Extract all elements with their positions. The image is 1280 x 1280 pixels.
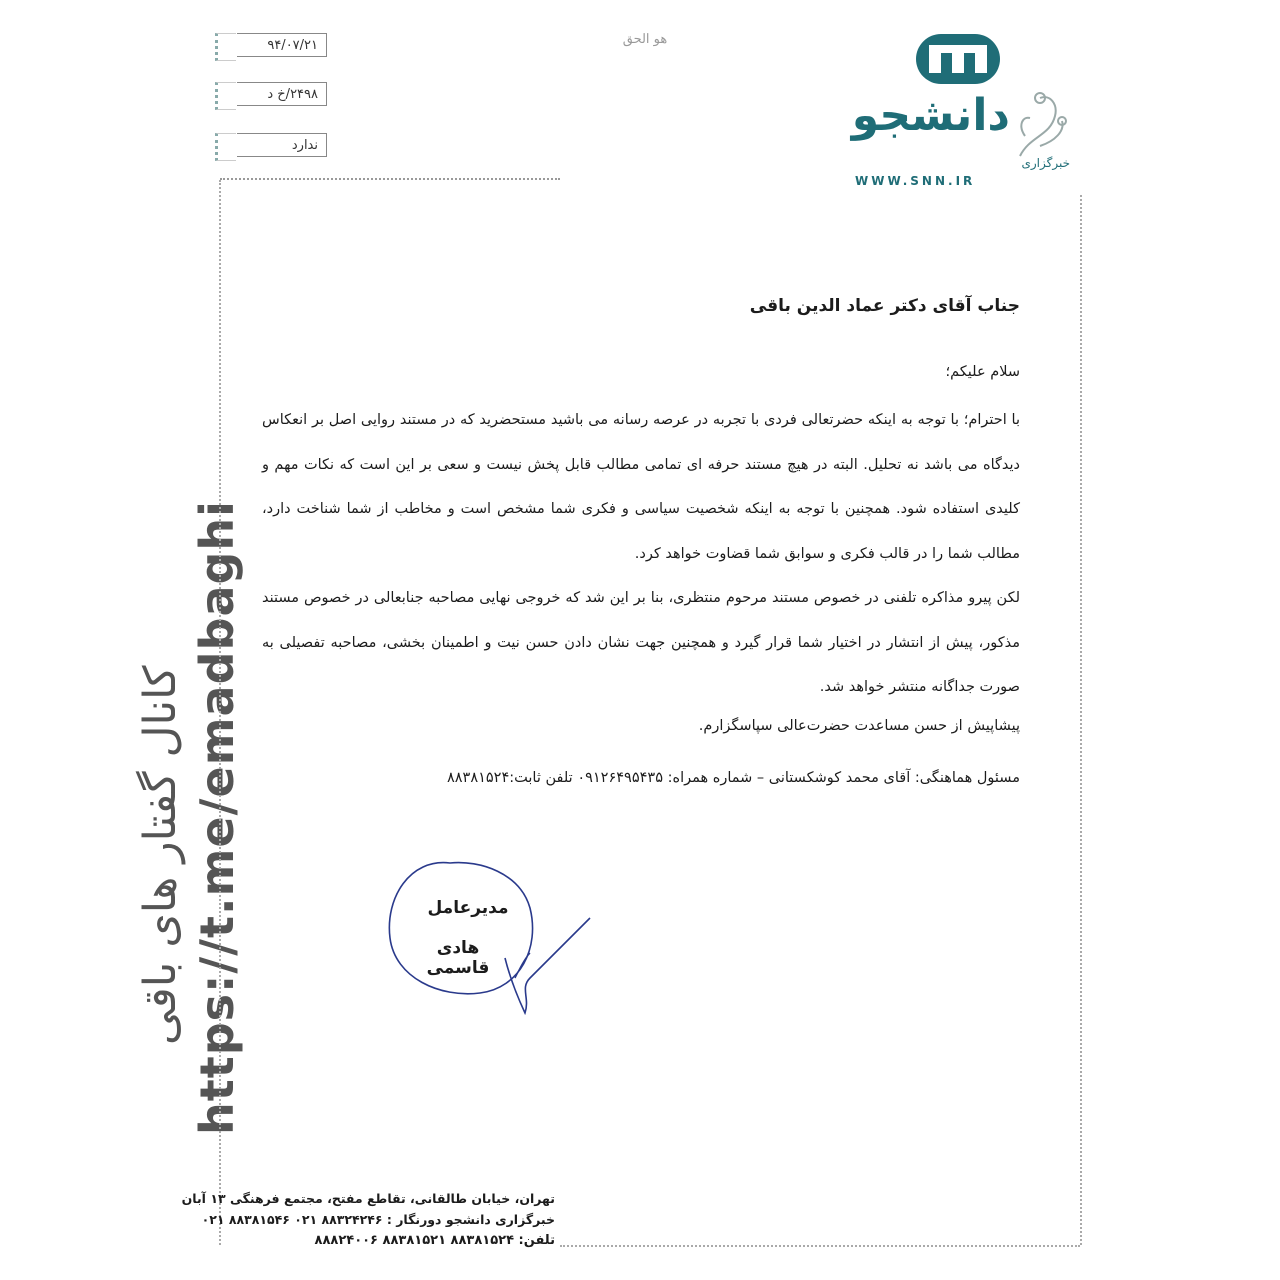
frame-top-border (220, 178, 560, 180)
letter-body (262, 296, 1020, 786)
attachment-value: ندارد (237, 133, 327, 157)
attachment-tag (215, 133, 236, 161)
snn-logo (850, 28, 1070, 188)
footer-phones: تلفن: ۸۸۳۸۱۵۲۴ ۸۸۳۸۱۵۲۱ ۸۸۸۲۴۰۰۶ (314, 1233, 555, 1248)
floral-ornament-icon (1010, 76, 1070, 166)
logo-url: WWW.SNN.IR (855, 174, 976, 188)
channel-watermark (60, 300, 244, 1135)
date-field (215, 33, 330, 59)
basmala-heading: هو الحق (622, 32, 668, 47)
frame-left-border (219, 180, 221, 1245)
date-value: ۹۴/۰۷/۲۱ (237, 33, 327, 57)
signatory-title: مدیرعامل (427, 898, 509, 918)
number-tag (215, 82, 236, 110)
greeting-line: سلام علیکم؛ (945, 364, 1020, 380)
letterhead-footer (181, 1188, 555, 1251)
footer-fax: خبرگزاری دانشجو دورنگار : ۸۸۳۲۴۲۴۶ ۰۲۱ ۸۸۳۸۱۵۴۶ ۰۲۱ (201, 1212, 555, 1227)
number-value: ۲۴۹۸/خ د (237, 82, 327, 106)
channel-link-watermark: https://t.me/emadbaghi (190, 500, 244, 1135)
frame-right-border (1080, 195, 1082, 1245)
paragraph-1: با احترام؛ با توجه به اینکه حضرتعالی فردی با تجربه در عرصه رسانه می باشید مستحضرید که در مستند روایی اصل بر انعکاس دیدگاه می باشد نه تحلیل. البته در هیچ مستند حرفه ای تمامی مطالب قابل پخش نیست و سعی بر این است که نکات مهم و کلیدی استفاده شود. همچنین با توجه به اینکه شخصیت سیاسی و فکری شما مشخص است و مخاطب از شما شناخت دارد، مطالب شما را در قالب فکری و سوابق شما قضاوت خواهد کرد. (262, 412, 1020, 562)
paragraph-2: لکن پیرو مذاکره تلفنی در خصوص مستند مرحوم منتظری، بنا بر این شد که خروجی نهایی مصاحبه جنابعالی در خصوص مستند مذکور، پیش از انتشار در اختیار شما قرار گیرد و همچنین جهت نشان دادن حسن نیت و اطمینان بخشی، مصاحبه تفصیلی به صورت جداگانه منتشر خواهد شد. (262, 590, 1020, 695)
logo-subtitle: خبرگزاری (1021, 156, 1070, 170)
coordinator-line: مسئول هماهنگی: آقای محمد کوشکستانی – شماره همراه: ۰۹۱۲۶۴۹۵۴۳۵ تلفن ثابت:۸۸۳۸۱۵۲۴ (446, 769, 1020, 786)
frame-bottom-border (560, 1245, 1080, 1247)
signatory-name: هادی قاسمی (426, 938, 490, 978)
thanks-line: پیشاپیش از حسن مساعدت حضرت‌عالی سپاسگزارم. (698, 717, 1020, 734)
attachment-field (215, 133, 330, 159)
number-field (215, 82, 330, 108)
signature-block (380, 858, 600, 1028)
footer-address: تهران، خیابان طالقانی، تقاطع مفتح، مجتمع فرهنگی ۱۳ آبان (181, 1191, 555, 1206)
logo-name-text: دانشجو (851, 90, 1010, 141)
date-tag (215, 33, 236, 61)
snn-logo-icon (915, 33, 1001, 85)
channel-name-watermark: کانال گفتار های باقی (135, 665, 186, 1045)
recipient-line: جناب آقای دکتر عماد الدین باقی (749, 296, 1020, 316)
